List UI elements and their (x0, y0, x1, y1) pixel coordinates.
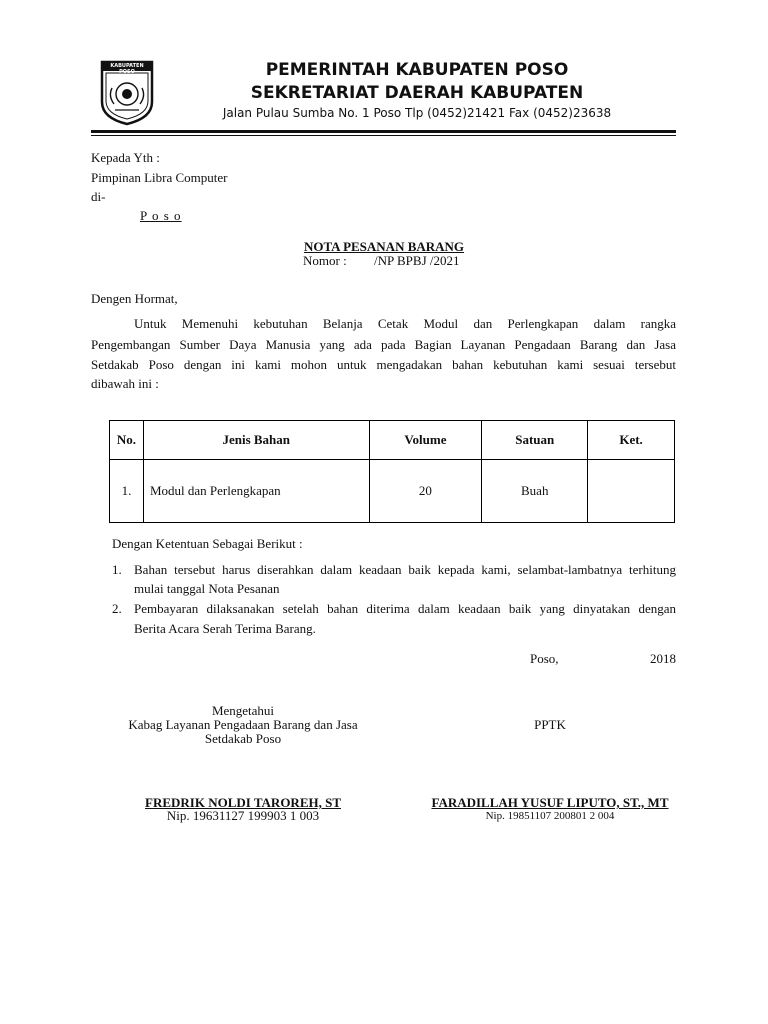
column-header-volume: Volume (369, 421, 482, 460)
header-divider-thin (91, 135, 676, 136)
document-title: NOTA PESANAN BARANG (303, 239, 465, 254)
document-number-value: /NP BPBJ /2021 (374, 253, 460, 268)
recipient-line-3: di- (91, 189, 106, 204)
recipient-line-1: Kepada Yth : (91, 150, 160, 165)
acknowledged-label: Mengetahui (211, 703, 275, 718)
letterhead (0, 0, 768, 140)
document-number-label: Nomor : (303, 253, 347, 268)
condition-2-line-1: Pembayaran dilaksanakan setelah bahan diterima dalam keadaan baik yang dinyatakan dengan (134, 601, 676, 616)
greeting: Dengen Hormat, (91, 291, 178, 306)
items-table (109, 420, 675, 523)
signatory-right-name: FARADILLAH YUSUF LIPUTO, ST., MT (431, 795, 669, 810)
paragraph-line-4: dibawah ini : (91, 376, 159, 391)
acknowledger-position: Kabag Layanan Pengadaan Barang dan Jasa (128, 717, 358, 732)
column-header-no: No. (110, 421, 144, 460)
signatory-left-nip: Nip. 19631127 199903 1 003 (166, 808, 320, 823)
cell-ket (588, 460, 675, 523)
paragraph-line-3: Setdakab Poso dengan ini kami mohon untuk mengadakan bahan kebutuhan kami sesuai tersebut (91, 357, 676, 372)
cell-jenis-bahan: Modul dan Perlengkapan (143, 460, 369, 523)
recipient-city: P o s o (140, 208, 182, 223)
paragraph-line-1: Untuk Memenuhi kebutuhan Belanja Cetak Modul dan Perlengkapan dalam rangka (134, 316, 676, 331)
header-divider (91, 130, 676, 133)
org-title-line2: SEKRETARIAT DAERAH KABUPATEN (250, 83, 584, 103)
org-title-line1: PEMERINTAH KABUPATEN POSO (265, 60, 569, 80)
acknowledger-office: Setdakab Poso (204, 731, 282, 746)
condition-2-line-2: Berita Acara Serah Terima Barang. (134, 621, 316, 636)
paragraph-line-2: Pengembangan Sumber Daya Manusia yang ada pada Bagian Layanan Pengadaan Barang dan Jasa (91, 337, 676, 352)
column-header-ket: Ket. (588, 421, 675, 460)
org-address: Jalan Pulau Sumba No. 1 Poso Tlp (0452)21421 Fax (0452)23638 (222, 106, 612, 120)
pptk-title: PPTK (534, 717, 566, 732)
table-header-row (110, 421, 675, 460)
condition-1-line-2: mulai tanggal Nota Pesanan (134, 581, 280, 596)
column-header-jenis-bahan: Jenis Bahan (143, 421, 369, 460)
cell-satuan: Buah (482, 460, 588, 523)
condition-1-line-1: Bahan tersebut harus diserahkan dalam keadaan baik kepada kami, selambat-lambatnya terhitung (134, 562, 676, 577)
signatory-left-name: FREDRIK NOLDI TAROREH, ST (145, 795, 341, 810)
conditions-heading: Dengan Ketentuan Sebagai Berikut : (112, 536, 303, 551)
cell-no: 1. (110, 460, 144, 523)
recipient-line-2: Pimpinan Libra Computer (91, 170, 228, 185)
signatory-right-nip: Nip. 19851107 200801 2 004 (485, 810, 615, 822)
condition-1-number: 1. (112, 562, 122, 577)
place-label: Poso, (530, 651, 559, 666)
column-header-satuan: Satuan (482, 421, 588, 460)
table-row (110, 460, 675, 523)
date-year: 2018 (650, 651, 676, 666)
condition-2-number: 2. (112, 601, 122, 616)
cell-volume: 20 (369, 460, 482, 523)
seal-label: KABUPATEN POSO (110, 63, 144, 75)
